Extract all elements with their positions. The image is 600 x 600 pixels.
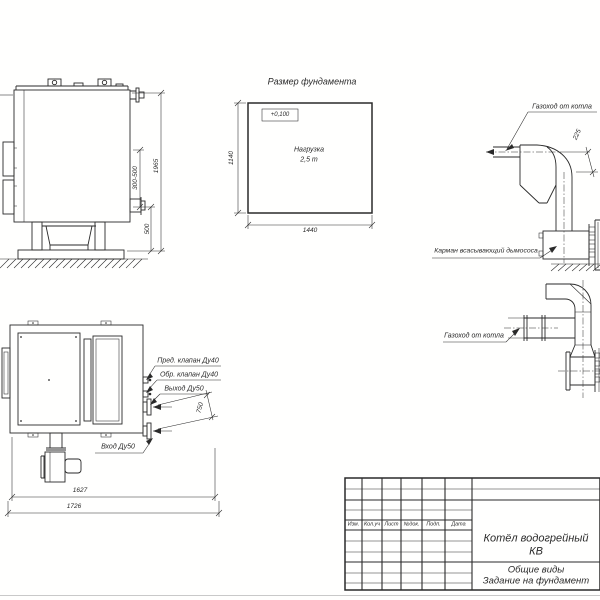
label-outlet: Выход Ду50 xyxy=(164,385,204,393)
tb-product-line1: Котёл водогрейный xyxy=(483,532,589,545)
load-label: Нагрузка xyxy=(293,146,325,154)
foundation-plan xyxy=(234,100,375,229)
dim-foundation-depth: 1140 xyxy=(227,151,235,165)
tb-product-line2: КВ xyxy=(529,545,543,558)
tb-col-izm: Изм. xyxy=(347,521,360,528)
dim-length-inner: 1627 xyxy=(72,486,88,494)
dim-nozzle-height: 300-500 xyxy=(131,166,139,190)
elevation-mark: +0,100 xyxy=(270,112,290,118)
dim-flue-offset: 225 xyxy=(571,128,583,142)
dim-total-height: 1965 xyxy=(152,158,160,174)
dim-base-height: 500 xyxy=(143,223,151,235)
load-value: 2,5 т xyxy=(300,156,318,164)
label-safety-valve: Пред. клапан Ду40 xyxy=(157,357,219,365)
tb-col-list: Лист xyxy=(384,521,399,528)
tb-doc-line2: Задание на фундамент xyxy=(482,575,590,587)
boiler-plan-view xyxy=(2,321,222,517)
tb-col-data: Дата xyxy=(451,521,466,528)
tb-col-podp: Подп. xyxy=(426,521,441,528)
dim-foundation-width: 1440 xyxy=(302,226,318,234)
dim-length-outer: 1726 xyxy=(66,502,82,510)
flue-pocket-caption: Карман всасывающий дымососа xyxy=(434,247,538,255)
tb-doc-line1: Общие виды xyxy=(507,564,565,576)
dim-nozzle-spacing: 750 xyxy=(195,401,206,414)
flue-upper-label: Газоход от котла xyxy=(532,103,592,111)
label-check-valve: Обр. клапан Ду40 xyxy=(159,371,219,379)
boiler-side-view xyxy=(0,79,165,268)
foundation-title: Размер фундамента xyxy=(267,76,357,87)
tb-col-ndok: №док. xyxy=(403,521,420,528)
label-inlet: Вход Ду50 xyxy=(101,443,135,451)
flue-lower-label: Газоход от котла xyxy=(444,332,504,340)
tb-col-koluch: Кол.уч xyxy=(363,521,381,528)
